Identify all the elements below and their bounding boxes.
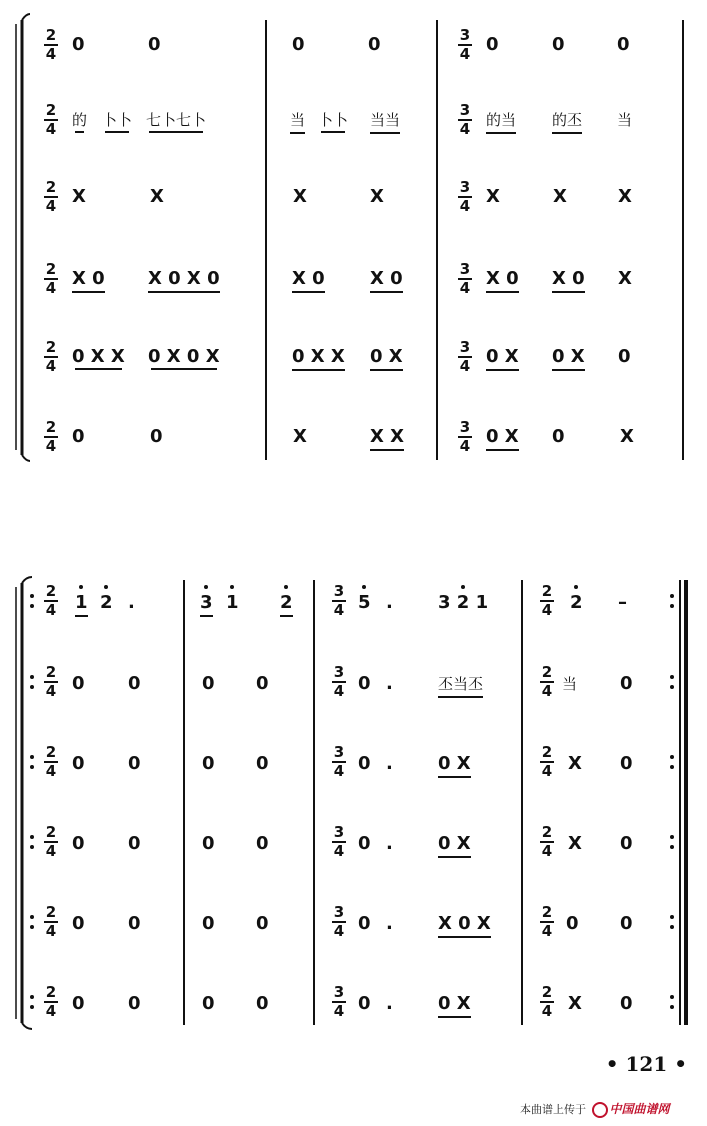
repeat-end-dots xyxy=(670,913,674,933)
time-signature xyxy=(44,825,58,859)
time-signature-bottom: 4 xyxy=(541,762,553,780)
time-signature xyxy=(540,665,554,699)
octave-dot xyxy=(204,585,208,589)
notation-token: X 0 X 0 xyxy=(148,268,220,293)
repeat-end-dots xyxy=(670,592,674,612)
time-signature-bottom: 4 xyxy=(45,45,57,63)
repeat-end-dots xyxy=(670,753,674,773)
time-signature-top: 2 xyxy=(45,338,57,356)
time-signature-top: 2 xyxy=(45,743,57,761)
time-signature-top: 2 xyxy=(45,983,57,1001)
notation-token: 0 X X xyxy=(292,346,345,371)
repeat-start-dots xyxy=(30,753,34,773)
octave-dot xyxy=(79,585,83,589)
time-signature-bottom: 4 xyxy=(459,357,471,375)
time-signature-top: 3 xyxy=(459,101,471,119)
notation-token: 0 xyxy=(552,426,565,447)
time-signature-top: 3 xyxy=(459,338,471,356)
time-signature xyxy=(44,665,58,699)
notation-token: X X xyxy=(370,426,404,451)
time-signature xyxy=(332,985,346,1019)
notation-token: 2 xyxy=(100,592,113,614)
notation-token: 当 xyxy=(562,675,578,693)
score-system-1 xyxy=(0,0,707,470)
notation-token: 0 xyxy=(72,34,85,55)
time-signature xyxy=(332,905,346,939)
site-logo-icon xyxy=(592,1102,608,1118)
time-signature xyxy=(540,985,554,1019)
notation-token: 0 X xyxy=(370,346,403,371)
notation-token: 2 xyxy=(570,592,583,614)
time-signature-top: 2 xyxy=(541,903,553,921)
time-signature-bottom: 4 xyxy=(333,1002,345,1020)
notation-token: 0 xyxy=(256,913,269,934)
notation-token: 0 xyxy=(358,993,371,1014)
repeat-start-dots xyxy=(30,673,34,693)
time-signature xyxy=(44,985,58,1019)
notation-token: 0 xyxy=(148,34,161,55)
barline xyxy=(313,580,315,1025)
notation-token: 0 xyxy=(72,993,85,1014)
time-signature-bottom: 4 xyxy=(45,197,57,215)
system-bracket xyxy=(10,575,36,1030)
repeat-end-dots xyxy=(670,993,674,1013)
time-signature xyxy=(458,420,472,454)
time-signature-bottom: 4 xyxy=(541,1002,553,1020)
time-signature xyxy=(44,584,58,618)
notation-token: 0 xyxy=(128,833,141,854)
time-signature-bottom: 4 xyxy=(459,197,471,215)
notation-token: 0 xyxy=(368,34,381,55)
notation-token: 2 xyxy=(280,592,293,617)
notation-token: 丕当丕 xyxy=(438,673,483,698)
notation-token: X 0 xyxy=(72,268,105,293)
credit-brand: 中国曲谱网 xyxy=(609,1102,670,1116)
octave-dot xyxy=(362,585,366,589)
notation-token: 0 xyxy=(358,673,371,694)
octave-dot xyxy=(284,585,288,589)
barline xyxy=(436,20,438,460)
notation-token: . xyxy=(128,592,135,613)
barline xyxy=(265,20,267,460)
notation-token: 0 xyxy=(128,753,141,774)
notation-token: 0 xyxy=(72,426,85,447)
barline xyxy=(521,580,523,1025)
notation-token: 0 xyxy=(256,673,269,694)
notation-token: 1 xyxy=(226,592,239,614)
time-signature-bottom: 4 xyxy=(333,922,345,940)
time-signature-top: 2 xyxy=(45,178,57,196)
notation-token: 当 xyxy=(290,109,305,134)
notation-token: 0 X xyxy=(438,833,471,858)
time-signature xyxy=(458,340,472,374)
time-signature-bottom: 4 xyxy=(541,682,553,700)
notation-token: . xyxy=(386,913,393,934)
notation-token: 0 xyxy=(256,833,269,854)
time-signature-top: 3 xyxy=(459,418,471,436)
notation-token: 0 xyxy=(358,753,371,774)
notation-token: X xyxy=(618,268,632,289)
time-signature-top: 2 xyxy=(45,582,57,600)
notation-token: 的丕 xyxy=(552,109,582,134)
notation-token: . xyxy=(386,592,393,613)
octave-dot xyxy=(461,585,465,589)
time-signature-bottom: 4 xyxy=(541,601,553,619)
upload-credit xyxy=(520,1100,670,1118)
notation-token: X xyxy=(150,186,164,207)
time-signature-bottom: 4 xyxy=(333,762,345,780)
notation-token: 的当 xyxy=(486,109,516,134)
notation-token: 0 xyxy=(620,913,633,934)
repeat-end-dots xyxy=(670,833,674,853)
notation-token: . xyxy=(386,673,393,694)
notation-token: 0 xyxy=(358,913,371,934)
time-signature xyxy=(458,180,472,214)
repeat-end-dots xyxy=(670,673,674,693)
notation-token: X xyxy=(568,993,582,1014)
notation-token: 0 X xyxy=(486,426,519,451)
final-barline-thin xyxy=(679,580,681,1025)
notation-token: 0 X xyxy=(438,993,471,1018)
notation-token: 1 xyxy=(75,592,88,617)
notation-token: X xyxy=(568,833,582,854)
notation-token: 0 xyxy=(202,753,215,774)
notation-token: X 0 xyxy=(486,268,519,293)
time-signature-top: 2 xyxy=(45,903,57,921)
time-signature-top: 2 xyxy=(541,582,553,600)
octave-dot xyxy=(574,585,578,589)
time-signature-top: 3 xyxy=(333,983,345,1001)
notation-token: 0 xyxy=(128,993,141,1014)
notation-token: . xyxy=(386,993,393,1014)
repeat-start-dots xyxy=(30,592,34,612)
notation-token: 卜卜 xyxy=(318,111,349,129)
notation-token: 0 xyxy=(620,753,633,774)
time-signature xyxy=(540,745,554,779)
notation-token: 卜卜 xyxy=(102,111,133,129)
notation-token: 的 xyxy=(72,111,88,129)
notation-token: 3 2 1 xyxy=(438,592,488,614)
notation-token: 0 X xyxy=(552,346,585,371)
time-signature-bottom: 4 xyxy=(459,279,471,297)
time-signature xyxy=(44,340,58,374)
notation-token: 0 X xyxy=(486,346,519,371)
time-signature xyxy=(332,584,346,618)
time-signature-bottom: 4 xyxy=(45,762,57,780)
time-signature-top: 3 xyxy=(333,743,345,761)
time-signature-bottom: 4 xyxy=(45,1002,57,1020)
time-signature-top: 3 xyxy=(459,260,471,278)
barline xyxy=(183,580,185,1025)
final-barline-thick xyxy=(684,580,688,1025)
time-signature-top: 3 xyxy=(459,178,471,196)
time-signature xyxy=(44,745,58,779)
time-signature-bottom: 4 xyxy=(45,120,57,138)
notation-token: 0 xyxy=(128,913,141,934)
notation-token: 当 xyxy=(617,111,633,129)
notation-token: . xyxy=(386,833,393,854)
time-signature-bottom: 4 xyxy=(333,682,345,700)
time-signature-bottom: 4 xyxy=(333,601,345,619)
notation-token: 0 xyxy=(202,673,215,694)
notation-token: 0 xyxy=(566,913,579,934)
notation-token: 0 xyxy=(150,426,163,447)
notation-token: 3 xyxy=(200,592,213,617)
time-signature xyxy=(332,745,346,779)
notation-token: X xyxy=(568,753,582,774)
notation-token: 0 xyxy=(256,993,269,1014)
time-signature-top: 2 xyxy=(45,101,57,119)
notation-token: 0 xyxy=(202,993,215,1014)
notation-token: 0 xyxy=(128,673,141,694)
time-signature-top: 2 xyxy=(45,260,57,278)
time-signature-top: 2 xyxy=(45,663,57,681)
notation-token: 0 xyxy=(72,753,85,774)
time-signature xyxy=(540,584,554,618)
notation-token: 0 xyxy=(620,993,633,1014)
time-signature-top: 2 xyxy=(541,823,553,841)
notation-token: 0 xyxy=(620,673,633,694)
notation-token: 0 X 0 X xyxy=(148,346,220,367)
notation-token: 0 xyxy=(486,34,499,55)
time-signature-top: 3 xyxy=(333,663,345,681)
time-signature xyxy=(458,103,472,137)
time-signature xyxy=(44,180,58,214)
notation-token: X 0 xyxy=(370,268,403,293)
notation-token: 0 xyxy=(256,753,269,774)
time-signature-top: 2 xyxy=(541,743,553,761)
notation-token: X xyxy=(370,186,384,207)
notation-token: X 0 xyxy=(552,268,585,293)
time-signature-bottom: 4 xyxy=(541,842,553,860)
time-signature-top: 2 xyxy=(541,663,553,681)
notation-token: 0 xyxy=(552,34,565,55)
notation-token: 0 xyxy=(72,673,85,694)
time-signature-top: 3 xyxy=(459,26,471,44)
time-signature xyxy=(458,28,472,62)
time-signature xyxy=(44,262,58,296)
notation-token: – xyxy=(618,592,627,613)
notation-token: X xyxy=(293,426,307,447)
notation-token: 0 xyxy=(72,913,85,934)
time-signature-top: 2 xyxy=(45,418,57,436)
time-signature-top: 3 xyxy=(333,823,345,841)
notation-token: X xyxy=(72,186,86,207)
octave-dot xyxy=(104,585,108,589)
notation-token: 七卜七卜 xyxy=(146,111,207,129)
repeat-start-dots xyxy=(30,993,34,1013)
time-signature-bottom: 4 xyxy=(45,682,57,700)
time-signature-bottom: 4 xyxy=(333,842,345,860)
time-signature xyxy=(540,905,554,939)
notation-token: 0 X X xyxy=(72,346,125,367)
time-signature-bottom: 4 xyxy=(45,842,57,860)
time-signature-bottom: 4 xyxy=(45,601,57,619)
system-bracket xyxy=(10,10,36,465)
notation-token: X 0 xyxy=(292,268,325,293)
time-signature xyxy=(44,905,58,939)
notation-token: 0 X xyxy=(438,753,471,778)
time-signature-top: 3 xyxy=(333,582,345,600)
time-signature-bottom: 4 xyxy=(459,45,471,63)
time-signature-bottom: 4 xyxy=(45,279,57,297)
time-signature xyxy=(458,262,472,296)
credit-text: 本曲谱上传于 xyxy=(520,1103,586,1116)
time-signature xyxy=(332,825,346,859)
notation-token: 0 xyxy=(618,346,631,367)
time-signature xyxy=(332,665,346,699)
time-signature-bottom: 4 xyxy=(45,437,57,455)
time-signature-bottom: 4 xyxy=(541,922,553,940)
notation-token: 0 xyxy=(72,833,85,854)
notation-token: 当当 xyxy=(370,109,400,134)
barline xyxy=(682,20,684,460)
time-signature xyxy=(44,420,58,454)
notation-token: X 0 X xyxy=(438,913,491,938)
notation-token: 5 xyxy=(358,592,371,614)
time-signature-bottom: 4 xyxy=(45,357,57,375)
notation-token: 0 xyxy=(202,913,215,934)
time-signature-top: 2 xyxy=(45,823,57,841)
repeat-start-dots xyxy=(30,833,34,853)
notation-token: 0 xyxy=(358,833,371,854)
time-signature xyxy=(540,825,554,859)
notation-token: 0 xyxy=(202,833,215,854)
repeat-start-dots xyxy=(30,913,34,933)
time-signature-top: 3 xyxy=(333,903,345,921)
notation-token: 0 xyxy=(617,34,630,55)
time-signature-bottom: 4 xyxy=(459,437,471,455)
score-system-2 xyxy=(0,570,707,1030)
time-signature-top: 2 xyxy=(541,983,553,1001)
notation-token: X xyxy=(618,186,632,207)
octave-dot xyxy=(230,585,234,589)
time-signature xyxy=(44,28,58,62)
notation-token: X xyxy=(293,186,307,207)
notation-token: 0 xyxy=(292,34,305,55)
time-signature xyxy=(44,103,58,137)
time-signature-bottom: 4 xyxy=(45,922,57,940)
notation-token: 0 xyxy=(620,833,633,854)
notation-token: . xyxy=(386,753,393,774)
notation-token: X xyxy=(553,186,567,207)
time-signature-top: 2 xyxy=(45,26,57,44)
page-number: • 121 • xyxy=(605,1052,687,1076)
notation-token: X xyxy=(486,186,500,207)
time-signature-bottom: 4 xyxy=(459,120,471,138)
notation-token: X xyxy=(620,426,634,447)
